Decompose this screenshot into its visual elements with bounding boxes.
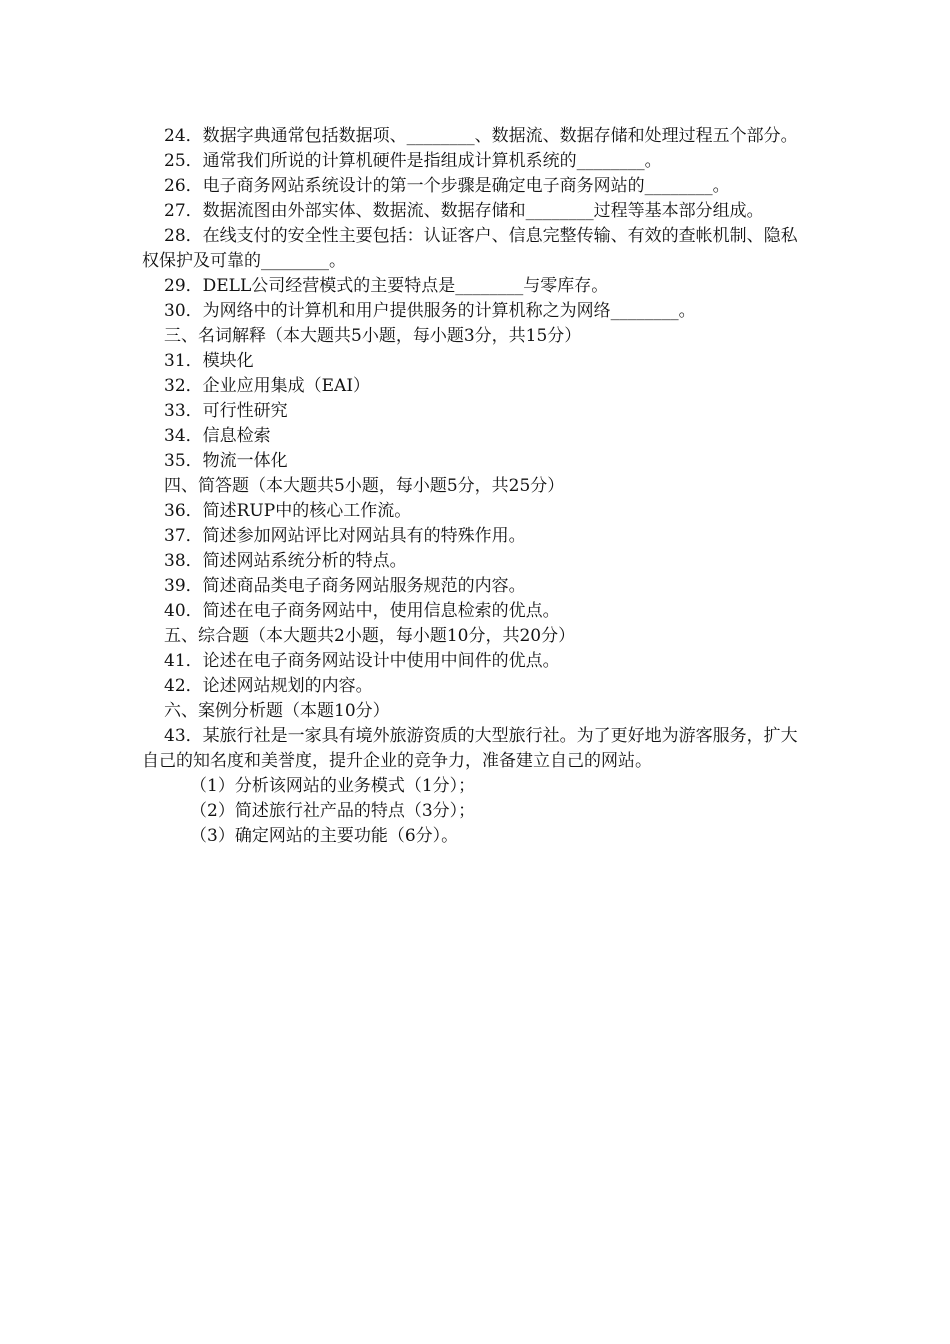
question-35: 35．物流一体化 xyxy=(164,451,288,471)
question-43-part-1: （1）分析该网站的业务模式（1分）； xyxy=(190,776,476,796)
question-30: 30．为网络中的计算机和用户提供服务的计算机称之为网络________。 xyxy=(164,301,696,321)
question-32: 32．企业应用集成（EAI） xyxy=(164,376,371,396)
question-39: 39．简述商品类电子商务网站服务规范的内容。 xyxy=(164,576,526,596)
question-40: 40．简述在电子商务网站中，使用信息检索的优点。 xyxy=(164,601,560,621)
question-28: 28．在线支付的安全性主要包括：认证客户、信息完整传输、有效的查帐机制、隐私权保护及可靠的________。 xyxy=(142,226,798,271)
question-41: 41．论述在电子商务网站设计中使用中间件的优点。 xyxy=(164,651,560,671)
question-43-part-2: （2）简述旅行社产品的特点（3分）； xyxy=(190,801,476,821)
question-29: 29．DELL公司经营模式的主要特点是________与零库存。 xyxy=(164,276,609,296)
question-27: 27．数据流图由外部实体、数据流、数据存储和________过程等基本部分组成。 xyxy=(164,201,764,221)
section-heading-3: 三、名词解释（本大题共5小题，每小题3分，共15分） xyxy=(164,326,582,346)
question-36: 36．简述RUP中的核心工作流。 xyxy=(164,501,412,521)
section-heading-6: 六、案例分析题（本题10分） xyxy=(164,701,390,721)
question-43-part-3: （3）确定网站的主要功能（6分）。 xyxy=(190,826,459,846)
question-25: 25．通常我们所说的计算机硬件是指组成计算机系统的________。 xyxy=(164,151,662,171)
document-body xyxy=(142,124,802,849)
question-34: 34．信息检索 xyxy=(164,426,271,446)
question-33: 33．可行性研究 xyxy=(164,401,288,421)
question-43: 43．某旅行社是一家具有境外旅游资质的大型旅行社。为了更好地为游客服务，扩大自己的知名度和美誉度，提升企业的竞争力，准备建立自己的网站。 xyxy=(142,726,798,771)
question-37: 37．简述参加网站评比对网站具有的特殊作用。 xyxy=(164,526,526,546)
section-heading-5: 五、综合题（本大题共2小题，每小题10分，共20分） xyxy=(164,626,576,646)
question-24: 24．数据字典通常包括数据项、________、数据流、数据存储和处理过程五个部分。 xyxy=(164,126,798,146)
section-heading-4: 四、简答题（本大题共5小题，每小题5分，共25分） xyxy=(164,476,565,496)
question-38: 38．简述网站系统分析的特点。 xyxy=(164,551,407,571)
question-31: 31．模块化 xyxy=(164,351,254,371)
question-42: 42．论述网站规划的内容。 xyxy=(164,676,373,696)
question-26: 26．电子商务网站系统设计的第一个步骤是确定电子商务网站的________。 xyxy=(164,176,730,196)
